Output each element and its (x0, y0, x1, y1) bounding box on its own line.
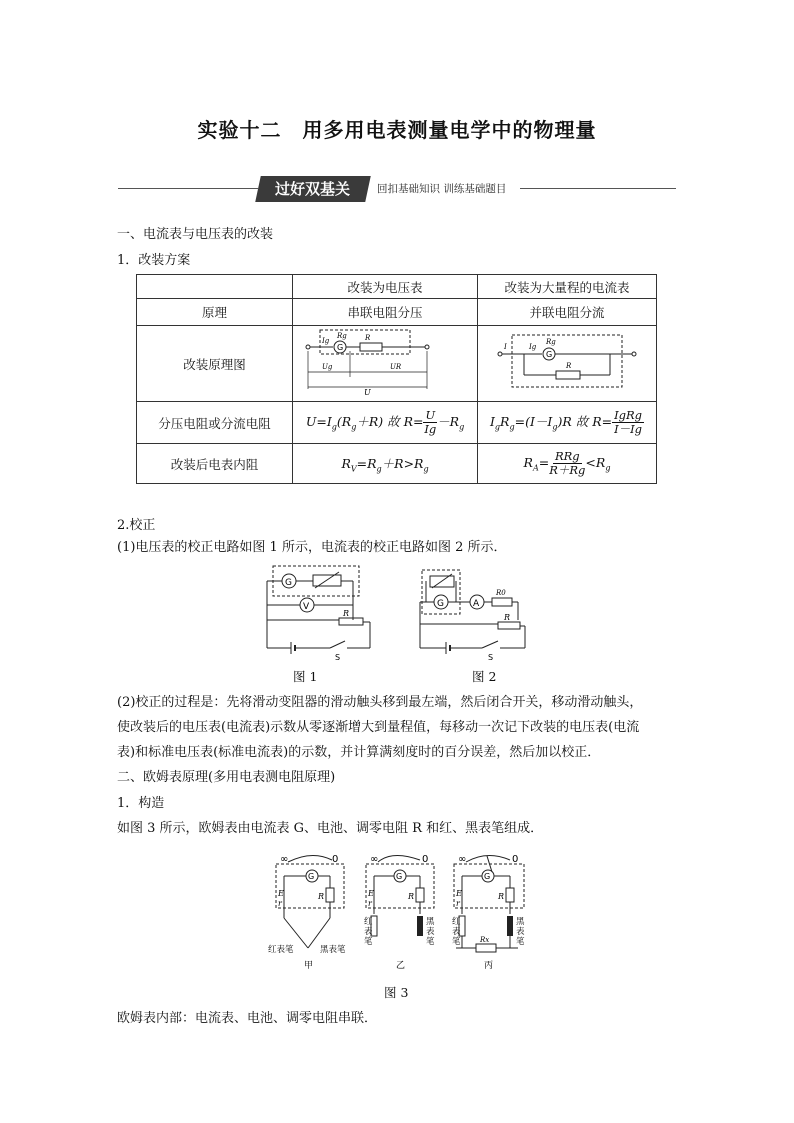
ia-c-sub: g (605, 463, 611, 473)
section-band-label (255, 176, 371, 202)
svg-text:E: E (278, 889, 284, 898)
svg-text:G: G (308, 872, 315, 881)
svg-text:Ig: Ig (322, 337, 330, 345)
svg-text:R: R (365, 334, 371, 342)
iv-c-sub: g (423, 464, 429, 474)
svg-text:G: G (337, 343, 344, 352)
iv-a: R (341, 455, 351, 471)
svg-text:0: 0 (512, 854, 519, 865)
ohmmeter-bing (452, 854, 525, 971)
svg-text:表: 表 (364, 927, 373, 937)
iv-b: =R (356, 455, 377, 471)
svg-text:丙: 丙 (484, 961, 494, 971)
section2-p2-line3: 表)和标准电压表(标准电流表)的示数，并计算满刻度时的百分误差，然后加以校正． (117, 745, 601, 760)
svg-text:表: 表 (516, 927, 525, 937)
svg-text:Rx: Rx (480, 936, 490, 944)
svg-text:r: r (456, 899, 460, 908)
band-line-left (118, 188, 258, 189)
svg-text:∞: ∞ (280, 854, 289, 865)
ohmmeter-yi (364, 854, 435, 971)
voltmeter-internal-resistance (293, 444, 478, 484)
ammeter-internal-resistance (478, 444, 657, 484)
svg-text:G: G (285, 578, 292, 588)
svg-text:Rg: Rg (337, 332, 347, 340)
svg-text:S: S (488, 653, 494, 662)
svg-text:红表笔: 红表笔 (268, 945, 294, 955)
svg-text:Ug: Ug (322, 363, 333, 371)
iv-b-sub: g (376, 464, 382, 474)
figure2-caption: 图 2 (472, 669, 497, 684)
fa-d: )R 故 R= (557, 414, 613, 429)
svg-text:G: G (484, 872, 491, 881)
fv-fraction (423, 409, 437, 436)
svg-text:红: 红 (452, 917, 461, 927)
svg-text:表: 表 (426, 927, 435, 937)
fv-tail: ＋R) 故 R= (356, 414, 424, 429)
ohmmeter-jia (268, 854, 346, 971)
section2-p2-line2: 使改装后的电压表(电流表)示数从零逐渐增大到量程值，每移动一次记下改装的电压表(电流 (117, 720, 640, 735)
section1-item1: 1．改装方案 (117, 253, 191, 268)
svg-text:I: I (504, 343, 507, 351)
fa-a-sub: g (494, 422, 501, 432)
svg-text:R: R (343, 609, 350, 618)
fa-a: I (489, 414, 495, 429)
svg-text:r: r (278, 899, 282, 908)
section3-item1: 1．构造 (117, 796, 165, 811)
voltmeter-conversion-diagram (300, 327, 470, 397)
fv-num: U (425, 408, 436, 422)
ia-den: R＋Rg (549, 463, 586, 477)
svg-text:黑: 黑 (516, 917, 525, 927)
ia-c: <R (585, 455, 606, 470)
fv-den: Ig (424, 422, 437, 436)
fa-den: I－Ig (614, 422, 643, 436)
conversion-table (136, 274, 657, 484)
fv-lhs-sub: g (331, 422, 337, 432)
svg-text:黑: 黑 (426, 917, 435, 927)
svg-text:UR: UR (390, 363, 402, 371)
svg-text:笔: 笔 (452, 937, 461, 947)
svg-text:R: R (566, 362, 572, 370)
figure1-caption: 图 1 (293, 669, 318, 684)
svg-text:R: R (318, 892, 325, 901)
svg-text:甲: 甲 (304, 961, 314, 971)
fv-minus: －R (437, 414, 460, 429)
svg-text:乙: 乙 (396, 961, 406, 971)
fa-c: =(I－I (514, 414, 553, 429)
ia-num: RRg (554, 449, 580, 463)
figure3-ohmmeter-diagrams (262, 848, 532, 976)
svg-text:∞: ∞ (370, 854, 379, 865)
fv-mid-sub: g (351, 422, 357, 432)
svg-text:笔: 笔 (364, 937, 373, 947)
svg-text:0: 0 (332, 854, 339, 865)
svg-text:R: R (504, 613, 511, 622)
voltmeter-diagram-cell (293, 326, 478, 402)
fa-b: R (500, 414, 510, 429)
row-internal-label: 改装后电表内阻 (137, 444, 293, 484)
svg-text:V: V (303, 602, 310, 612)
svg-text:黑表笔: 黑表笔 (320, 945, 346, 955)
ia-a: R (523, 455, 533, 470)
fa-fraction (612, 409, 644, 436)
ammeter-diagram-cell (478, 326, 657, 402)
row-resistor-label: 分压电阻或分流电阻 (137, 402, 293, 444)
section2-p1: (1)电压表的校正电路如图 1 所示，电流表的校正电路如图 2 所示． (117, 540, 507, 555)
table-header-voltmeter: 改装为电压表 (293, 275, 478, 299)
svg-text:Ig: Ig (529, 343, 537, 351)
figure1-circuit (255, 560, 380, 665)
section2-p2-line1: (2)校正的过程是：先将滑动变阻器的滑动触头移到最左端，然后闭合开关，移动滑动触头， (117, 695, 643, 710)
section3-p2: 欧姆表内部：电流表、电池、调零电阻串联． (117, 1011, 378, 1026)
svg-text:G: G (396, 872, 403, 881)
table-header-empty (137, 275, 293, 299)
table-header-ammeter: 改装为大量程的电流表 (478, 275, 657, 299)
svg-text:E: E (456, 889, 462, 898)
section1-heading: 一、电流表与电压表的改装 (117, 227, 274, 242)
svg-text:笔: 笔 (516, 937, 525, 947)
svg-text:G: G (437, 599, 444, 609)
svg-text:∞: ∞ (458, 854, 467, 865)
ia-a-sub: A (532, 463, 539, 473)
ia-b: = (538, 455, 550, 470)
svg-text:红: 红 (364, 917, 373, 927)
svg-text:R: R (498, 892, 505, 901)
section3-p1: 如图 3 所示，欧姆表由电流表 G、电池、调零电阻 R 和红、黑表笔组成． (117, 821, 544, 836)
svg-text:A: A (473, 599, 480, 609)
iv-a-sub: V (350, 464, 357, 474)
svg-text:笔: 笔 (426, 937, 435, 947)
row-principle-ammeter: 并联电阻分流 (478, 299, 657, 326)
row-principle-voltmeter: 串联电阻分压 (293, 299, 478, 326)
page-title: 实验十二 用多用电表测量电学中的物理量 (197, 118, 597, 142)
svg-text:表: 表 (452, 927, 461, 937)
ammeter-conversion-diagram (482, 327, 652, 397)
fa-c-sub: g (552, 422, 558, 432)
iv-c: ＋R>R (381, 455, 424, 471)
svg-text:S: S (335, 653, 341, 662)
fv-lhs: U=I (305, 414, 332, 429)
voltmeter-resistor-formula (293, 402, 478, 444)
section3-heading: 二、欧姆表原理(多用电表测电阻原理) (117, 770, 336, 785)
ammeter-resistor-formula (478, 402, 657, 444)
figure3-caption: 图 3 (384, 985, 409, 1000)
fv-minus-sub: g (459, 422, 465, 432)
band-label-text: 过好双基关 (275, 180, 351, 198)
section2-heading: 2.校正 (117, 518, 156, 533)
svg-text:0: 0 (422, 854, 429, 865)
row-diagram-label: 改装原理图 (137, 326, 293, 402)
band-subtitle: 回扣基础知识 训练基础题目 (377, 183, 507, 195)
svg-text:r: r (368, 899, 372, 908)
row-principle-label: 原理 (137, 299, 293, 326)
fa-num: IgRg (614, 408, 643, 422)
figure2-circuit (410, 560, 530, 665)
svg-text:E: E (368, 889, 374, 898)
band-line-right (520, 188, 676, 189)
svg-text:Rg: Rg (546, 338, 556, 346)
fa-b-sub: g (509, 422, 515, 432)
ia-fraction (549, 450, 585, 477)
svg-text:R0: R0 (496, 589, 506, 597)
svg-text:R: R (408, 892, 415, 901)
svg-text:U: U (364, 388, 371, 397)
fv-mid: (R (336, 414, 352, 429)
svg-text:G: G (546, 350, 553, 359)
